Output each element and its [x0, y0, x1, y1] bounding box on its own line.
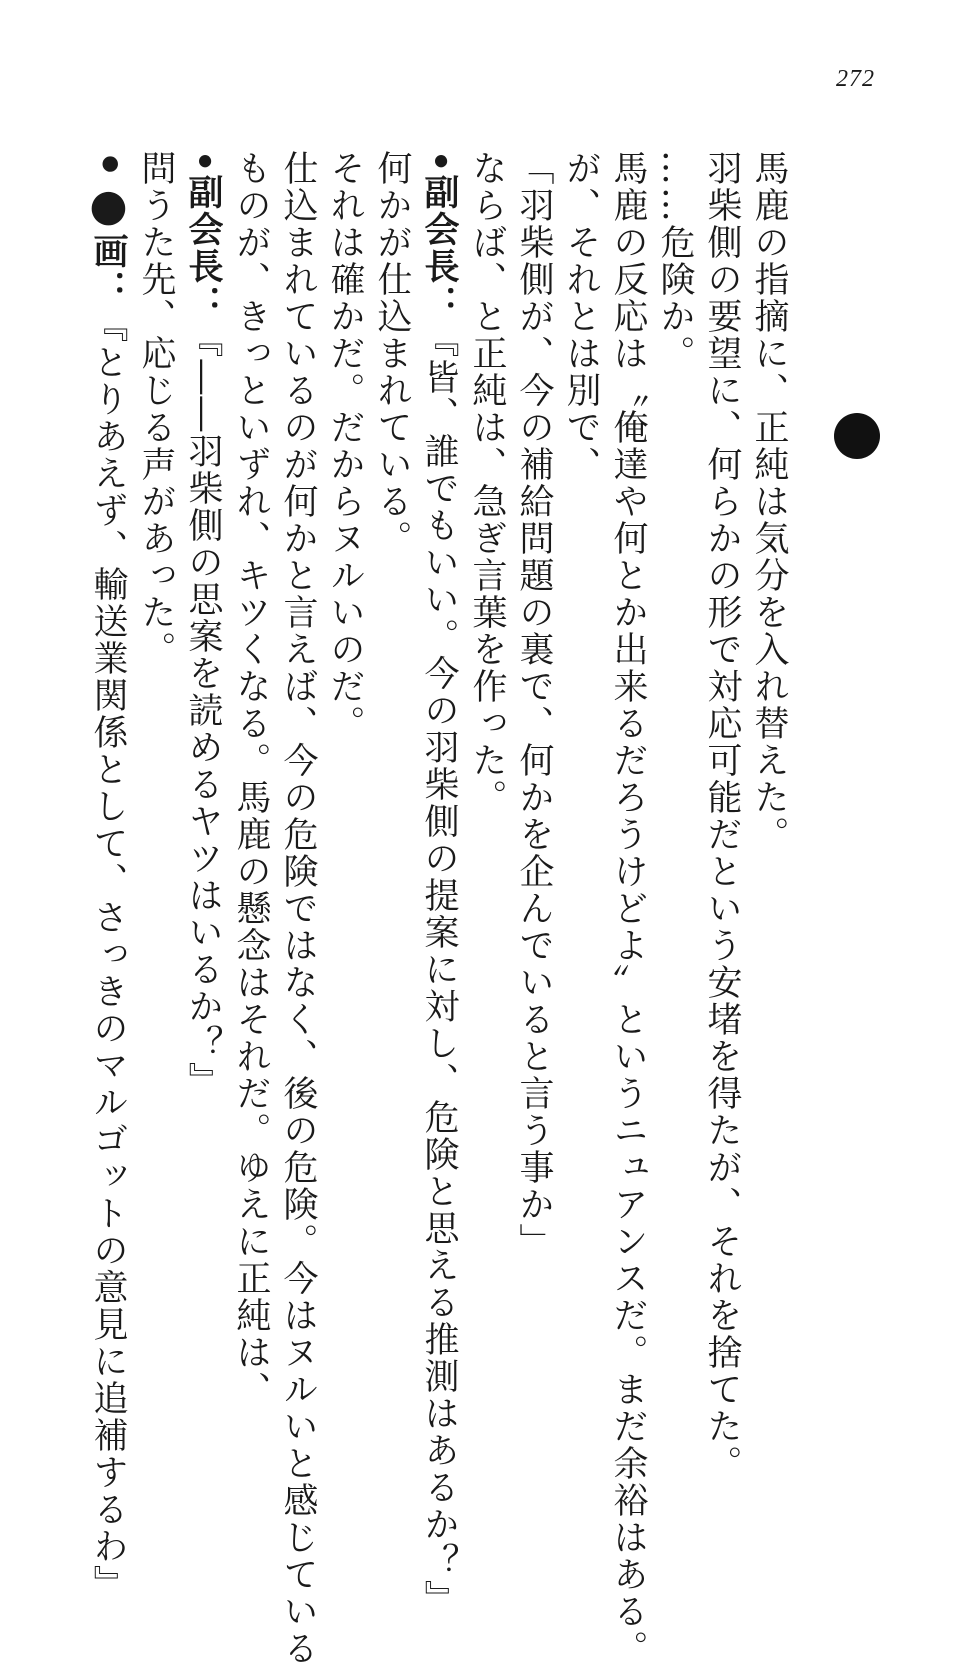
speech-text: 『皆、誰でもいい。今の羽柴側の提案に対し、危険と思える推測はあるか？』 [419, 322, 459, 1618]
text-line: ……危険か。 [655, 150, 695, 372]
bullet-marker: • [419, 150, 460, 175]
text-line: 羽柴側の要望に、何らかの形で対応可能だという安堵を得たが、それを捨てた。 [702, 150, 742, 1482]
speaker-name: 画： [88, 233, 129, 308]
corner-dot-mark [834, 413, 880, 459]
dialogue-line: 「羽柴側が、今の補給問題の裏で、何かを企んでいると言う事か」 [514, 150, 554, 1260]
speech-text: 『とりあえず、輸送業関係として、さっきのマルゴットの意見に追補するわ』 [88, 307, 128, 1603]
chat-message-artist [83, 150, 134, 1603]
text-line: ならば、と正純は、急ぎ言葉を作った。 [467, 150, 507, 816]
text-line: 何かが仕込まれている。 [372, 150, 412, 557]
speaker-name: 副会長： [183, 174, 224, 323]
text-line: 仕込まれているのが何かと言えば、今の危険ではなく、後の危険。今はヌルいと感じている [278, 150, 318, 1667]
chat-message-vice-president [415, 150, 463, 1618]
vertical-text-body [83, 150, 792, 1667]
text-line: 馬鹿の指摘に、正純は気分を入れ替えた。 [749, 150, 789, 853]
text-line: 問うた先、応じる声があった。 [136, 150, 176, 668]
bullet-marker: •● [83, 150, 134, 234]
text-line: 馬鹿の反応は〝俺達や何とか出来るだろうけどよ〟というニュアンスだ。まだ余裕はある。 [608, 150, 648, 1667]
bullet-marker: • [183, 150, 224, 175]
chat-message-vice-president [179, 150, 227, 1280]
text-line: それは確かだ。だからヌルいのだ。 [325, 150, 365, 742]
text-line: が、それとは別で、 [561, 150, 601, 483]
speech-text: 『――羽柴側の思案を読めるヤツはいるか？』 [183, 322, 223, 1100]
page-number: 272 [836, 66, 875, 92]
text-line: ものが、きっといずれ、キツくなる。馬鹿の懸念はそれだ。ゆえに正純は、 [231, 150, 271, 1408]
speaker-name: 副会長： [419, 174, 460, 323]
